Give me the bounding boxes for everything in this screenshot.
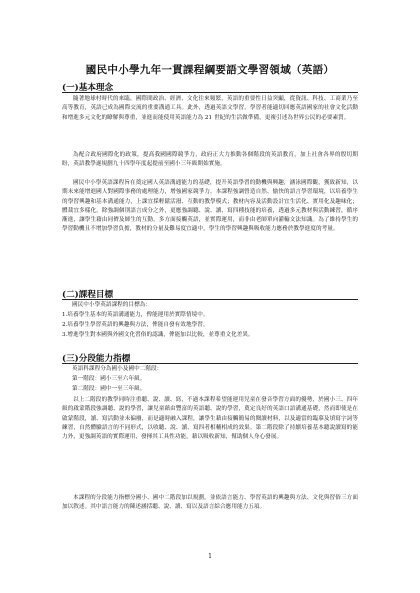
paragraph: 隨著地球村時代的來臨，國際間政治、經濟、文化往來頻繁，英語的重要性日益突顯，從資訊、科技、工商業乃至高等教育，英語已成為國際交流的重要溝通工具。此外，透過英語文學習，學習者能適切回應英語國家的社會文化活動和增進多元文化的瞭解與尊重，並進而能使用英語能力為 21 世紀的生活做準備，更複引述為世界公民的必要素質。 (62, 96, 358, 121)
goal-item: 1.培養學生基本的英語溝通能力，俾能運用於實際情境中。 (62, 312, 209, 318)
section-heading-competence-indicators: (三)分段能力指標 (62, 354, 131, 364)
page-title: 國民中小學九年一貫課程綱要語文學習領域（英語） (85, 64, 335, 76)
stage-item: 第一階段：國小三至六年級。 (72, 376, 146, 382)
paragraph: 本課程的分段能力指標分國小、國中二階段加以規劃，並依語言能力、學習英語的興趣與方法、文化與習俗三方面加以敘述。其中語言能力的陳述涵括聽、說、讀、寫以及語言綜合應用能力五項。 (62, 495, 358, 511)
section-divider (62, 299, 358, 300)
stage-item: 第二階段：國中一至三年級。 (72, 386, 146, 392)
paragraph: 以上二階段的教學同時注重聽、說、讀、寫，不過本課程希望能運用兒童在發音學習方面的優勢，於國小三、四年級的啟蒙階段強調聽、說的學習，讓兒童藉由豐富的英語聽、說的學習，奠定良好的英語口語溝通基礎，然而即使是在啟蒙階段，讀、寫活動並未偏廢，而是適時融入課程，讓學生藉由接觸簡易的閱讀材料，以及適當的臨摹及填寫字詞等練習，自然體驗語言的不同形式，以收聽、說、讀、寫四者相輔相成的效果。第二階段除了持續培養基本聽說讀寫的能力外，更強調英語的實際運用，發揮其工具性功能，藉以吸收新知，幫助個人身心發展。 (62, 397, 358, 441)
paragraph: 國民中小學英語課程旨在奠定國人英語溝通能力的基礎，提升英語學習的動機與興趣，涵泳國際觀，獲致新知，以期未來能增進國人對國際事務的處理能力，增強國家競爭力。本課程強調營造自然、愉快的語言學習環境，以培養學生的學習興趣和基本溝通能力，上課宜採輕鬆活潑、互動的教學模式；教材內容及活動設計宜生活化、實用化及趣味化；體裁宜多樣化。除強調個別語言成分之外，更應強調聽、說、讀、寫四種技能的培養，透過多元教材與活動練習，循序漸進，讓學生藉由同儕及師生的互動，多方面接觸英語，並實際運用，而非由老師單向灌輸文法知識。為了維持學生的學習動機且不增加學習負擔，教材的分量及難易度宜適中，學生的學習興趣與吸收能力應務於教學進度的考量。 (62, 180, 358, 233)
goals-intro: 國民中小學英語課程的目標為： (72, 302, 152, 308)
section-heading-course-goals: (二)課程目標 (62, 290, 114, 300)
section-divider (62, 92, 358, 93)
goal-item: 3.增進學生對本國與外國文化習俗的認識，俾能加以比較，並尊重文化差異。 (62, 332, 254, 338)
section-heading-basic-philosophy: (一)基本理念 (62, 83, 114, 93)
page-number: 1 (208, 553, 212, 560)
section-divider (62, 363, 358, 364)
paragraph: 為配合政府國際化的政策，提高我國國際競爭力，政府正大力推動各個階段的英語教育，加上社會各界的殷切期盼，英語教學遂規劃九十四學年度起提前至國小三年級開始實施。 (62, 152, 358, 168)
stages-intro: 英語科課程分為國小及國中二階段： (72, 366, 163, 372)
goal-item: 2.培養學生學習英語的興趣與方法，俾能自發有效地學習。 (62, 322, 209, 328)
